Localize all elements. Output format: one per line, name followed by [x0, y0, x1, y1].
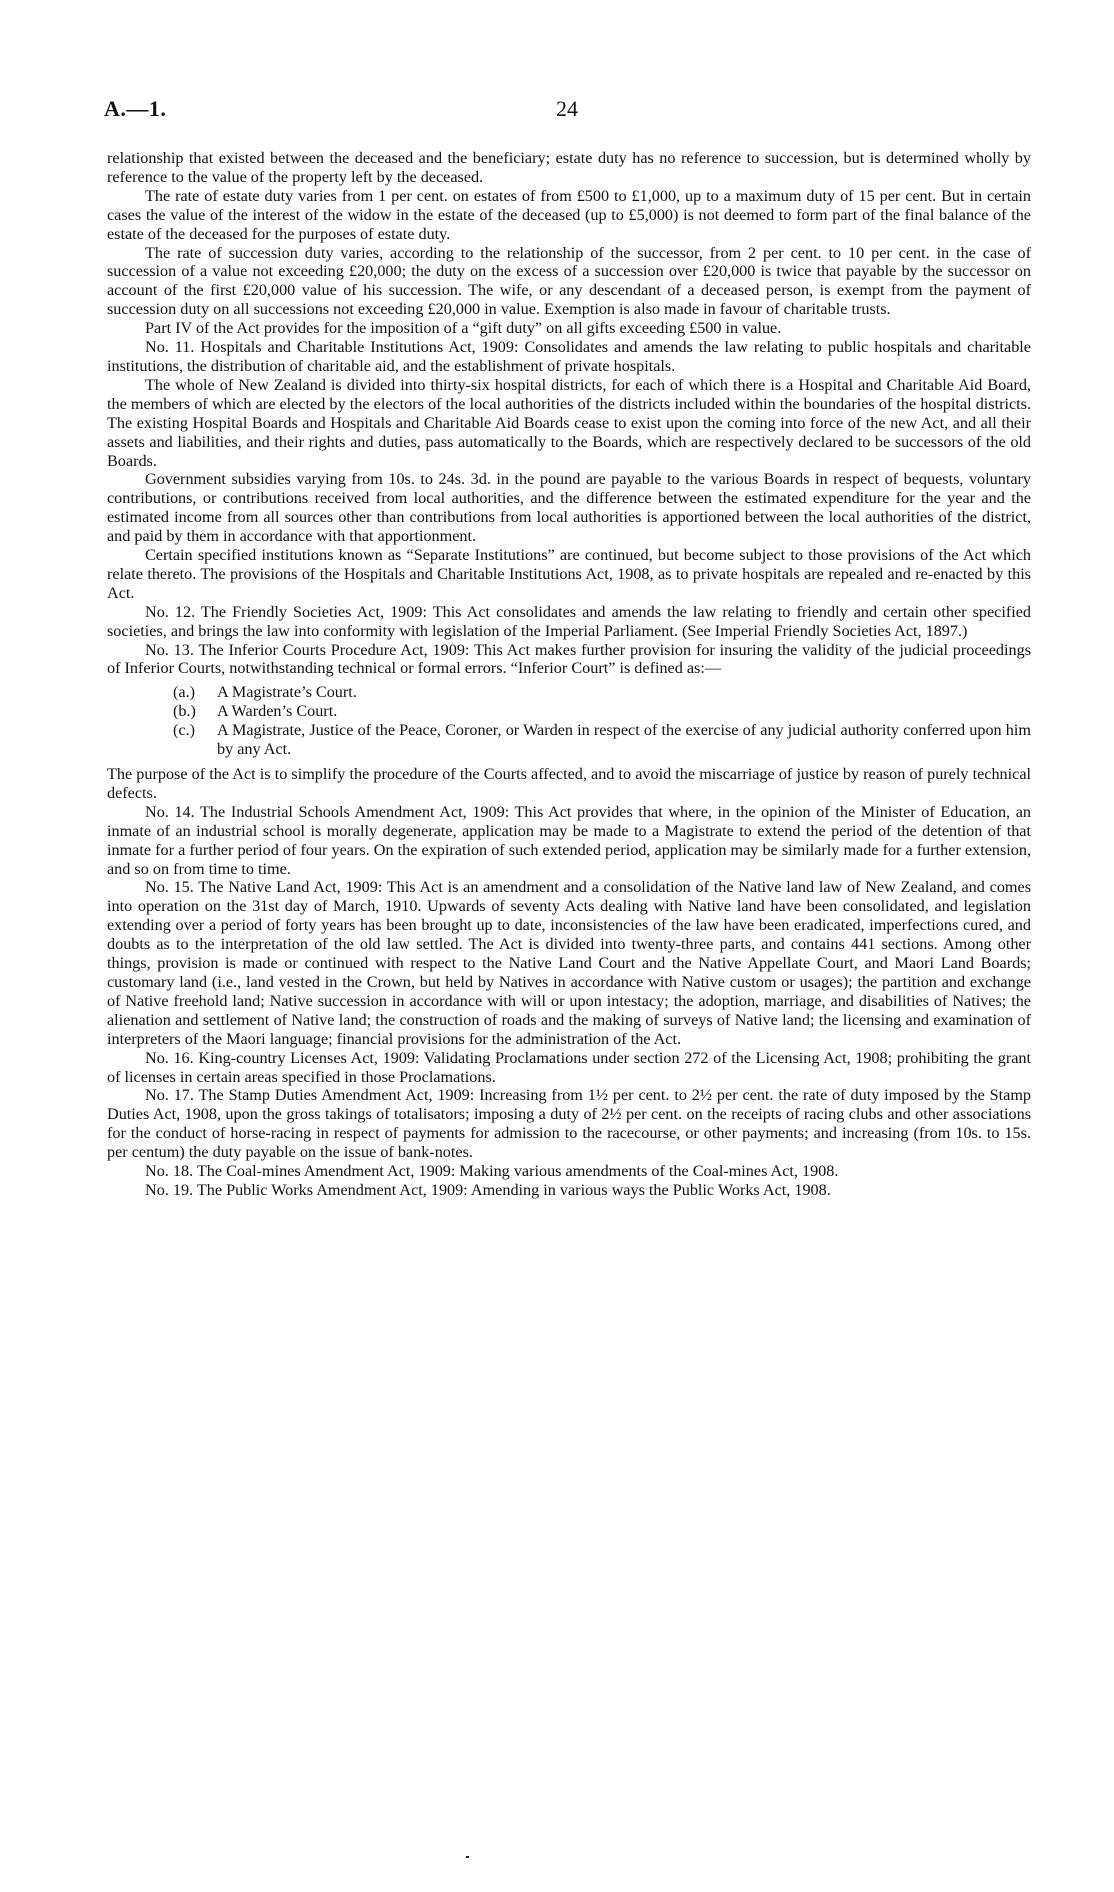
paragraph: No. 18. The Coal-mines Amendment Act, 1909: Making various amendments of the Coal-mines Act, 1908.: [145, 1162, 839, 1181]
paragraph: Government subsidies varying from 10s. to 24s. 3d. in the pound are payable to the various Boards in respect of bequests, voluntary contributions, or contributions received from local authorities, and the difference between the estimated expenditure for the year and the estimated income from all sources other than contributions from local authorities is apportioned between the local authorities of the district, and paid by them in accordance with that apportionment.: [107, 470, 1031, 546]
list-marker: (b.): [173, 702, 196, 721]
inferior-court-list: [107, 683, 1031, 759]
page-number: 24: [556, 96, 578, 121]
paragraph: The rate of succession duty varies, according to the relationship of the successor, from 2 per cent. to 10 per cent. in the case of succession of a value not exceeding £20,000; the duty on the excess of a succession over £20,000 is twice that payable by the successor on account of the first £20,000 value of his succession. The wife, or any descendant of a deceased person, is exempt from the payment of succession duty on all successions not exceeding £20,000 in value. Exemption is also made in favour of charitable trusts.: [107, 243, 1031, 319]
paragraph: Part IV of the Act provides for the imposition of a “gift duty” on all gifts exceeding £500 in value.: [145, 319, 782, 338]
footer-mark: [466, 1856, 469, 1858]
paragraph: No. 12. The Friendly Societies Act, 1909: This Act consolidates and amends the law relating to friendly and certain other specified societies, and brings the law into conformity with legislation of the Imperial Parliament. (See Imperial Friendly Societies Act, 1897.): [107, 602, 1031, 640]
paragraph: No. 15. The Native Land Act, 1909: This Act is an amendment and a consolidation of the Native land law of New Zealand, and comes into operation on the 31st day of March, 1910. Upwards of seventy Acts dealing with Native land have been consolidated, and legislation extending over a period of forty years has been brought up to date, inconsistencies of the law have been eradicated, imperfections cured, and doubts as to the interpretation of the old law settled. The Act is divided into twenty-three parts, and contains 441 sections. Among other things, provision is made or continued with respect to the Native Land Court and the Native Appellate Court, and Maori Land Boards; customary land (i.e., land vested in the Crown, but held by Natives in accordance with Native custom or usages); the partition and exchange of Native freehold land; Native succession in accordance with will or upon intestacy; the adoption, marriage, and disabilities of Natives; the alienation and settlement of Native land; the construction of roads and the making of surveys of Native land; the licensing and examination of interpreters of the Maori language; financial provisions for the administration of the Act.: [107, 878, 1031, 1048]
paragraph: relationship that existed between the deceased and the beneficiary; estate duty has no reference to succession, but is determined wholly by reference to the value of the property left by the deceased.: [107, 149, 1031, 186]
paragraph: The rate of estate duty varies from 1 per cent. on estates of from £500 to £1,000, up to a maximum duty of 15 per cent. But in certain cases the value of the interest of the widow in the estate of the deceased (up to £5,000) is not deemed to form part of the final balance of the estate of the deceased for the purposes of estate duty.: [107, 186, 1031, 243]
body-text: [107, 149, 1031, 1200]
list-item-text: A Warden’s Court.: [217, 702, 338, 721]
paragraph: No. 14. The Industrial Schools Amendment Act, 1909: This Act provides that where, in the opinion of the Minister of Education, an inmate of an industrial school is morally degenerate, application may be made to a Magistrate to extend the period of the detention of that inmate for a further period of four years. On the expiration of such extended period, application may be similarly made for a further extension, and so on from time to time.: [107, 802, 1031, 878]
list-item: [107, 683, 1031, 702]
paragraph: The purpose of the Act is to simplify the procedure of the Courts affected, and to avoid the miscarriage of justice by reason of purely technical defects.: [107, 765, 1031, 802]
paragraph: No. 17. The Stamp Duties Amendment Act, 1909: Increasing from 1½ per cent. to 2½ per cent. the rate of duty imposed by the Stamp Duties Act, 1908, upon the gross takings of totalisators; imposing a duty of 2½ per cent. on the receipts of racing clubs and other associations for the conduct of horse-racing in respect of payments for admission to the racecourse, or other payments; and increasing (from 10s. to 15s. per centum) the duty payable on the issue of bank-notes.: [107, 1086, 1031, 1162]
paragraph: The whole of New Zealand is divided into thirty-six hospital districts, for each of which there is a Hospital and Charitable Aid Board, the members of which are elected by the electors of the local authorities of the districts included within the boundaries of the hospital districts. The existing Hospital Boards and Hospitals and Charitable Aid Boards cease to exist upon the coming into force of the new Act, and all their assets and liabilities, and their rights and duties, pass automatically to the Boards, which are respectively declared to be successors of the old Boards.: [107, 375, 1031, 470]
list-marker: (c.): [173, 721, 196, 740]
list-item-text: A Magistrate, Justice of the Peace, Coroner, or Warden in respect of the exercise of any judicial authority conferred upon him by any Act.: [217, 721, 1031, 759]
paragraph: No. 19. The Public Works Amendment Act, 1909: Amending in various ways the Public Works Act, 1908.: [145, 1180, 831, 1199]
paragraph: Certain specified institutions known as “Separate Institutions” are continued, but become subject to those provisions of the Act which relate thereto. The provisions of the Hospitals and Charitable Institutions Act, 1908, as to private hospitals are repealed and re-enacted by this Act.: [107, 546, 1031, 602]
list-marker: (a.): [173, 683, 196, 702]
paragraph: No. 13. The Inferior Courts Procedure Act, 1909: This Act makes further provision for insuring the validity of the judicial proceedings of Inferior Courts, notwithstanding technical or formal errors. “Inferior Court” is defined as:—: [107, 640, 1031, 678]
list-item: [107, 702, 1031, 721]
list-item-text: A Magistrate’s Court.: [217, 683, 357, 702]
list-item: [107, 721, 1031, 759]
page-header: [104, 96, 1054, 126]
page-code: A.—1.: [104, 96, 167, 121]
paragraph: No. 16. King-country Licenses Act, 1909: Validating Proclamations under section 272 of the Licensing Act, 1908; prohibiting the grant of licenses in certain areas specified in those Proclamations.: [107, 1048, 1031, 1086]
paragraph: No. 11. Hospitals and Charitable Institutions Act, 1909: Consolidates and amends the law relating to public hospitals and charitable institutions, the distribution of charitable aid, and the establishment of private hospitals.: [107, 338, 1031, 375]
